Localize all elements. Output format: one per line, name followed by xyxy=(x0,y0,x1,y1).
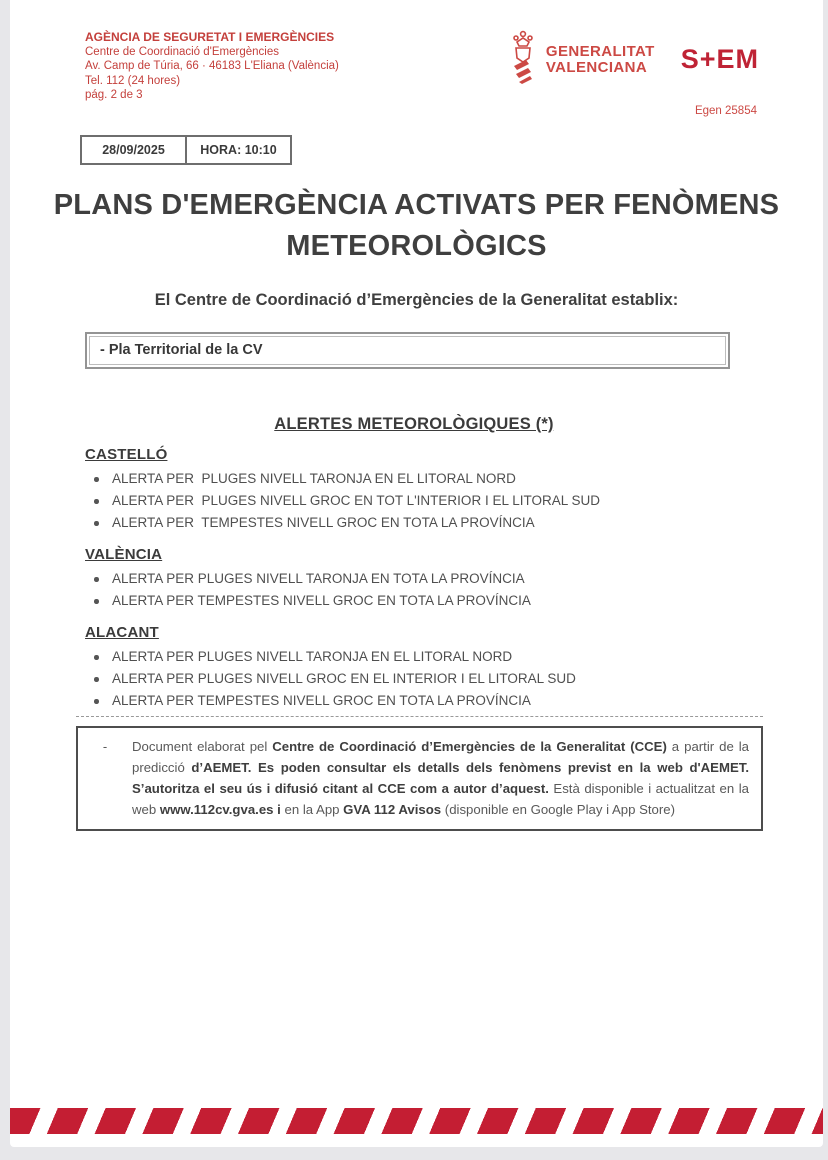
gva-logo-text xyxy=(546,44,655,75)
document-subtitle: El Centre de Coordinació d’Emergències de la Generalitat establix: xyxy=(154,291,679,309)
agency-address-block xyxy=(85,30,339,117)
hazard-stripe-band xyxy=(10,1108,823,1134)
activated-plan-box xyxy=(85,332,730,369)
footnote-box xyxy=(76,726,763,831)
alert-item: ALERTA PER TEMPESTES NIVELL GROC EN TOTA LA PROVÍNCIA xyxy=(85,690,743,712)
alert-item: ALERTA PER PLUGES NIVELL TARONJA EN EL LITORAL NORD xyxy=(85,646,743,668)
alert-item: ALERTA PER PLUGES NIVELL GROC EN EL INTERIOR I EL LITORAL SUD xyxy=(85,668,743,690)
province-section-alacant xyxy=(85,624,743,712)
time-value: HORA: 10:10 xyxy=(185,137,290,163)
alert-item: ALERTA PER PLUGES NIVELL GROC EN TOT L'INTERIOR I EL LITORAL SUD xyxy=(85,490,743,512)
alert-item: ALERTA PER TEMPESTES NIVELL GROC EN TOTA LA PROVÍNCIA xyxy=(85,590,743,612)
alerts-section xyxy=(85,415,743,712)
date-value: 28/09/2025 xyxy=(102,143,165,157)
province-section-castello xyxy=(85,446,743,534)
document-title xyxy=(10,185,823,267)
alert-item: ALERTA PER PLUGES NIVELL TARONJA EN EL LITORAL NORD xyxy=(85,468,743,490)
activated-plan-text: - Pla Territorial de la CV xyxy=(89,336,726,365)
gva-logo-line1: GENERALITAT xyxy=(545,43,655,60)
agency-name: AGÈNCIA DE SEGURETAT I EMERGÈNCIES xyxy=(85,30,335,44)
page-header xyxy=(10,0,823,117)
sem-logo: S+EM xyxy=(680,44,759,74)
province-name: VALÈNCIA xyxy=(85,546,163,563)
footnote-marker: - xyxy=(102,739,108,754)
agency-dept: Centre de Coordinació d'Emergències xyxy=(85,45,279,58)
agency-address: Av. Camp de Túria, 66 · 46183 L'Eliana (València) xyxy=(85,60,339,72)
province-section-valencia xyxy=(85,546,743,612)
agency-phone: Tel. 112 (24 hores) xyxy=(85,74,181,87)
logo-block xyxy=(508,30,759,117)
document-page xyxy=(10,0,823,1147)
footnote-area xyxy=(76,716,763,831)
egen-reference: Egen 25854 xyxy=(694,105,757,117)
gva-coat-of-arms-icon xyxy=(508,30,538,89)
document-title-line1: PLANS D'EMERGÈNCIA ACTIVATS PER FENÒMENS xyxy=(53,189,780,221)
province-name: ALACANT xyxy=(85,624,159,641)
footnote-text: Document elaborat pel Centre de Coordinació d’Emergències de la Generalitat (CCE) a partir de la predicció d’AEMET. Es poden consultar els detalls dels fenòmens previst en la web d'AEMET. S’autoritza el seu ús i difusió citant al CCE com a autor d’aquest. Està disponible i actualitzat en la web www.112cv.gva.es i en la App GVA 112 Avisos (disponible en Google Play i App Store) xyxy=(132,739,750,817)
dashed-separator xyxy=(76,716,763,717)
alert-item: ALERTA PER TEMPESTES NIVELL GROC EN TOTA LA PROVÍNCIA xyxy=(85,512,743,534)
gva-logo-line2: VALENCIANA xyxy=(545,58,648,76)
page-number: pág. 2 de 3 xyxy=(85,89,143,101)
date-time-box xyxy=(80,135,292,165)
document-title-line2: METEOROLÒGICS xyxy=(286,230,547,262)
province-name: CASTELLÓ xyxy=(85,446,168,463)
alerts-heading: ALERTES METEOROLÒGIQUES (*) xyxy=(274,415,554,433)
alert-item: ALERTA PER PLUGES NIVELL TARONJA EN TOTA LA PROVÍNCIA xyxy=(85,568,743,590)
generalitat-valenciana-logo xyxy=(508,30,655,89)
